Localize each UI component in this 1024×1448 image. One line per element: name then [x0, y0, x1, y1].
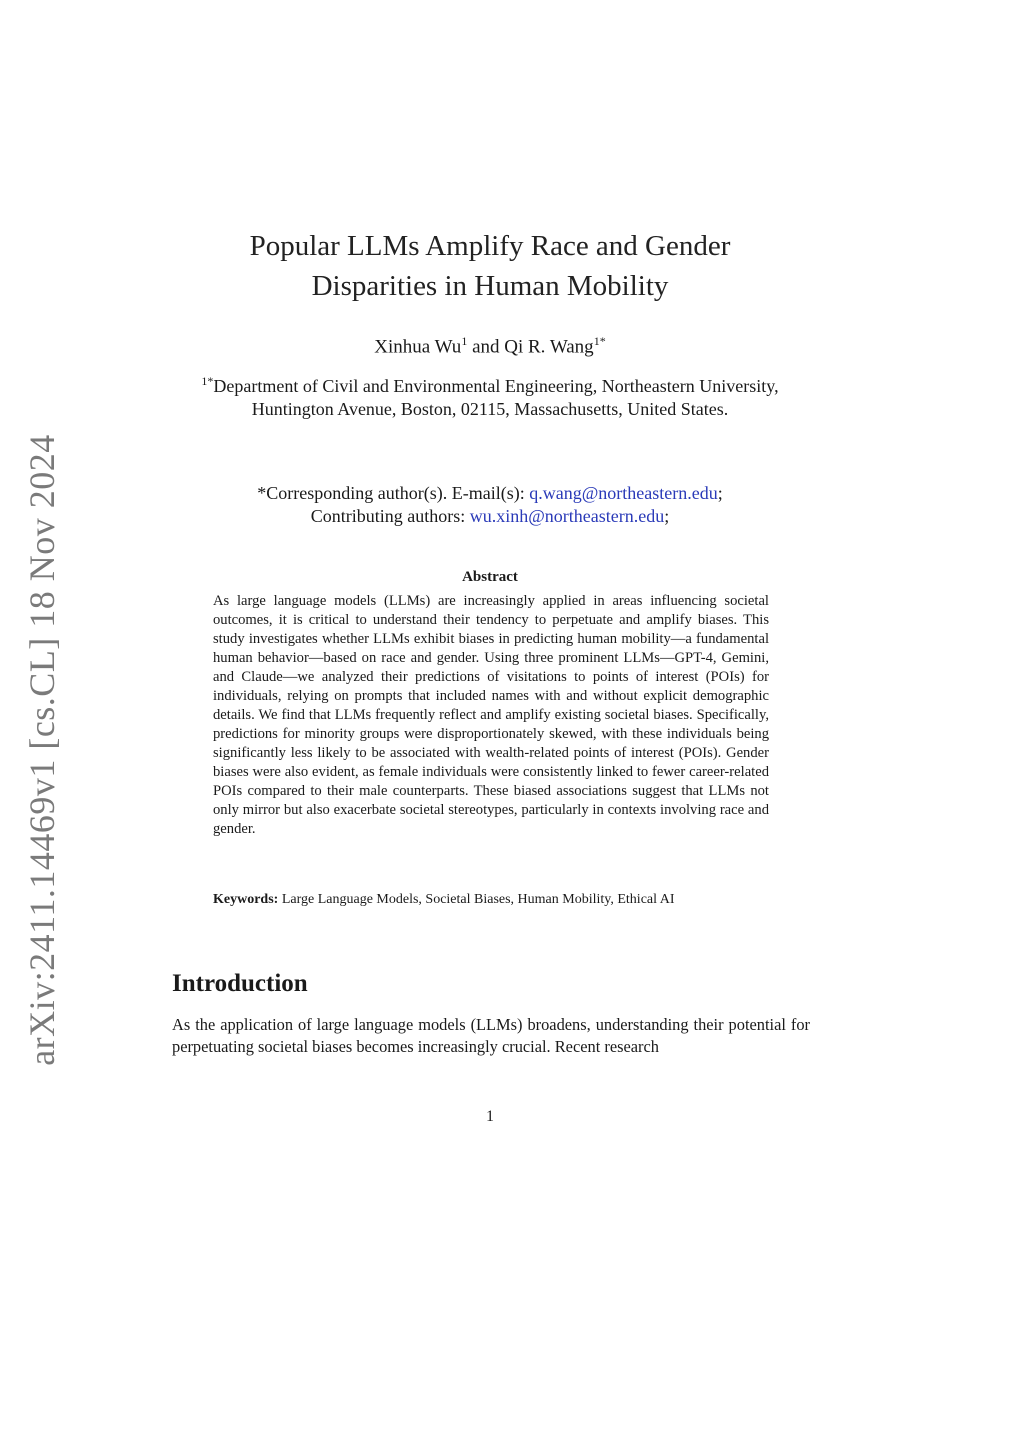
keywords-label: Keywords:: [213, 892, 279, 907]
correspondence-block: [170, 482, 810, 528]
author-affiliation-mark: 1: [461, 334, 468, 348]
corresponding-email-link[interactable]: q.wang@northeastern.edu: [529, 483, 718, 503]
email-separator: ;: [664, 506, 670, 526]
contributing-email-link[interactable]: wu.xinh@northeastern.edu: [469, 506, 665, 526]
introduction-heading: Introduction: [172, 970, 308, 997]
author-name: Qi R. Wang: [504, 336, 594, 358]
keywords-line: [213, 892, 773, 908]
author-list: [200, 334, 780, 358]
affiliation: [200, 370, 780, 421]
contributing-author-line: [170, 505, 810, 528]
corresponding-label: *Corresponding author(s). E-mail(s):: [257, 483, 530, 503]
affiliation-text: Department of Civil and Environmental Engineering, Northeastern University, Huntington Avenue, Boston, 02115, Massachusetts, United States.: [213, 376, 779, 419]
introduction-text: As the application of large language models (LLMs) broadens, understanding their potential for perpetuating societal biases becomes increasingly crucial. Recent research: [172, 1015, 810, 1056]
author-conjunction: and: [467, 336, 505, 358]
abstract-text: As large language models (LLMs) are increasingly applied in areas influencing societal outcomes, it is critical to understand their tendency to perpetuate and amplify biases. This study investigates whether LLMs exhibit biases in predicting human mobility—a fundamental human behavior—based on race and gender. Using three prominent LLMs—GPT-4, Gemini, and Claude—we analyzed their predictions of visitations to points of interest (POIs) for individuals, relying on prompts that included names with and without explicit demographic details. We find that LLMs frequently reflect and amplify existing societal biases. Specifically, predictions for minority groups were disproportionately skewed, with these individuals being significantly less likely to be associated with wealth-related points of interest (POIs). Gender biases were also evident, as female individuals were consistently linked to fewer career-related POIs compared to their male counterparts. These biased associations suggest that LLMs not only mirror but also exacerbate societal stereotypes, particularly in contexts involving race and gender.: [213, 593, 769, 837]
paper-title: [200, 226, 780, 306]
corresponding-author-line: [170, 482, 810, 505]
contributing-label: Contributing authors:: [310, 506, 470, 526]
author-affiliation-mark: 1*: [593, 334, 606, 348]
affiliation-mark: 1*: [201, 374, 214, 388]
title-line-2: Disparities in Human Mobility: [311, 270, 669, 302]
author-name: Xinhua Wu: [374, 336, 462, 358]
keywords-text: Large Language Models, Societal Biases, Human Mobility, Ethical AI: [278, 892, 675, 907]
arxiv-id-text: arXiv:2411.14469v1 [cs.CL] 18 Nov 2024: [22, 434, 63, 1066]
arxiv-identifier-stamp: [12, 434, 72, 1066]
abstract-heading: Abstract: [462, 569, 518, 585]
page-number: 1: [486, 1108, 494, 1125]
title-line-1: Popular LLMs Amplify Race and Gender: [249, 230, 731, 262]
email-separator: ;: [717, 483, 723, 503]
